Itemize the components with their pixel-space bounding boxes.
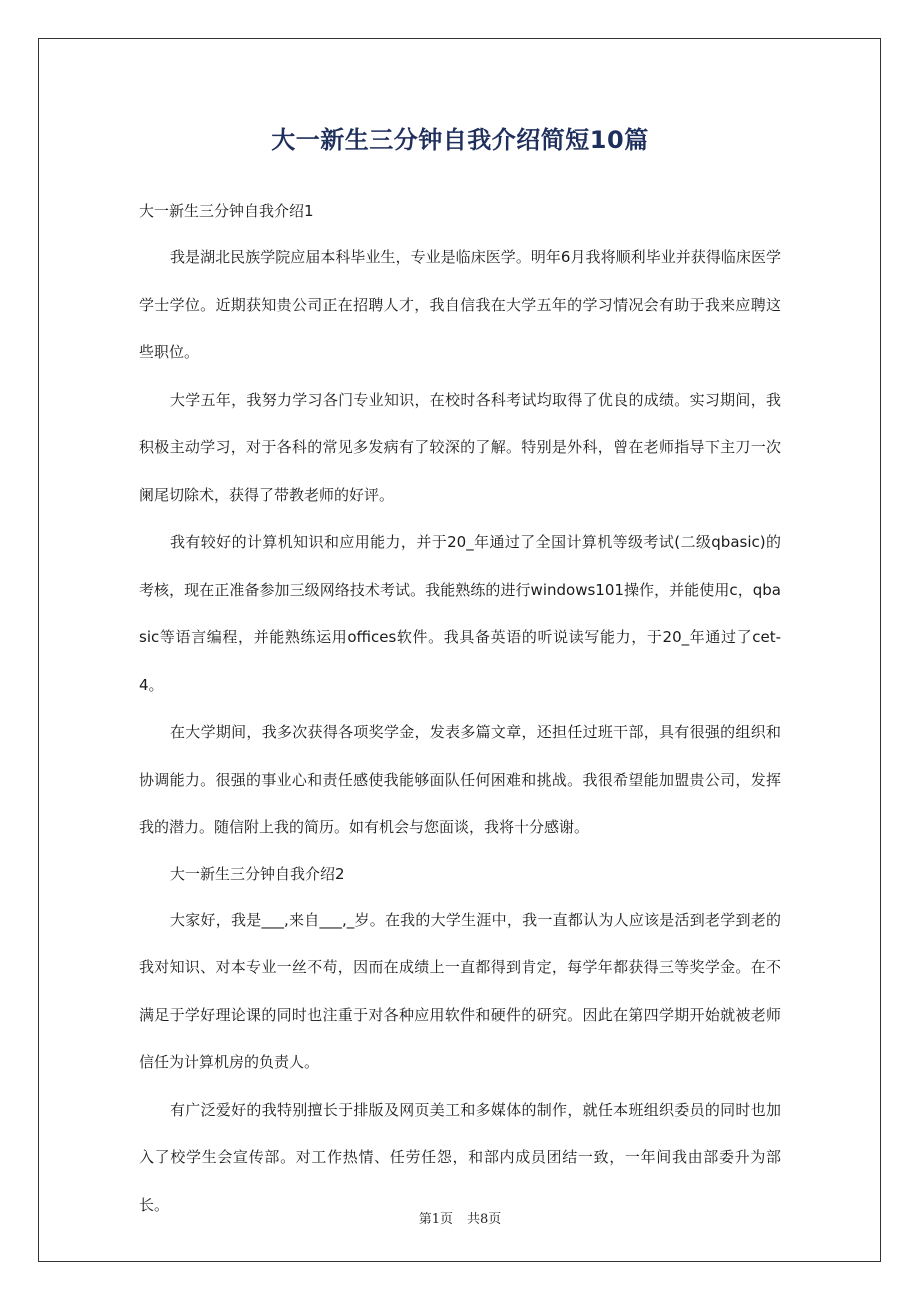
page-total: 共8页 xyxy=(467,1212,502,1227)
page-number: 第1页 xyxy=(418,1212,453,1227)
section-heading: 大一新生三分钟自我介绍2 xyxy=(170,864,345,883)
document-body xyxy=(139,197,781,1239)
document-title: 大一新生三分钟自我介绍简短10篇 xyxy=(271,126,649,154)
paragraph: 大家好，我是___,来自___,_岁。在我的大学生涯中，我一直都认为人应该是活到老学到老的我对知识、对本专业一丝不苟，因而在成绩上一直都得到肯定，每学年都获得三等奖学金。在不满足于学好理论课的同时也注重于对各种应用软件和硬件的研究。因此在第四学期开始就被老师信任为计算机房的负责人。 xyxy=(139,910,781,1071)
paragraph: 我是湖北民族学院应届本科毕业生，专业是临床医学。明年6月我将顺利毕业并获得临床医学学士学位。近期获知贵公司正在招聘人才，我自信我在大学五年的学习情况会有助于我来应聘这些职位。 xyxy=(139,248,781,361)
paragraph: 我有较好的计算机知识和应用能力，并于20_年通过了全国计算机等级考试(二级qbasic)的考核，现在正准备参加三级网络技术考试。我能熟练的进行windows101操作，并能使用c，qbasic等语言编程，并能熟练运用offices软件。我具备英语的听说读写能力，于20_年通过了cet-4。 xyxy=(139,533,781,694)
paragraph: 大学五年，我努力学习各门专业知识，在校时各科考试均取得了优良的成绩。实习期间，我积极主动学习，对于各科的常见多发病有了较深的了解。特别是外科，曾在老师指导下主刀一次阑尾切除术，获得了带教老师的好评。 xyxy=(139,390,781,504)
paragraph: 有广泛爱好的我特别擅长于排版及网页美工和多媒体的制作，就任本班组织委员的同时也加入了校学生会宣传部。对工作热情、任劳任怨，和部内成员团结一致，一年间我由部委升为部长。 xyxy=(139,1100,781,1214)
paragraph: 在大学期间，我多次获得各项奖学金，发表多篇文章，还担任过班干部，具有很强的组织和协调能力。很强的事业心和责任感使我能够面队任何困难和挑战。我很希望能加盟贵公司，发挥我的潜力。随信附上我的简历。如有机会与您面谈，我将十分感谢。 xyxy=(139,723,781,836)
section-heading: 大一新生三分钟自我介绍1 xyxy=(139,202,314,220)
page-footer xyxy=(0,1208,920,1227)
